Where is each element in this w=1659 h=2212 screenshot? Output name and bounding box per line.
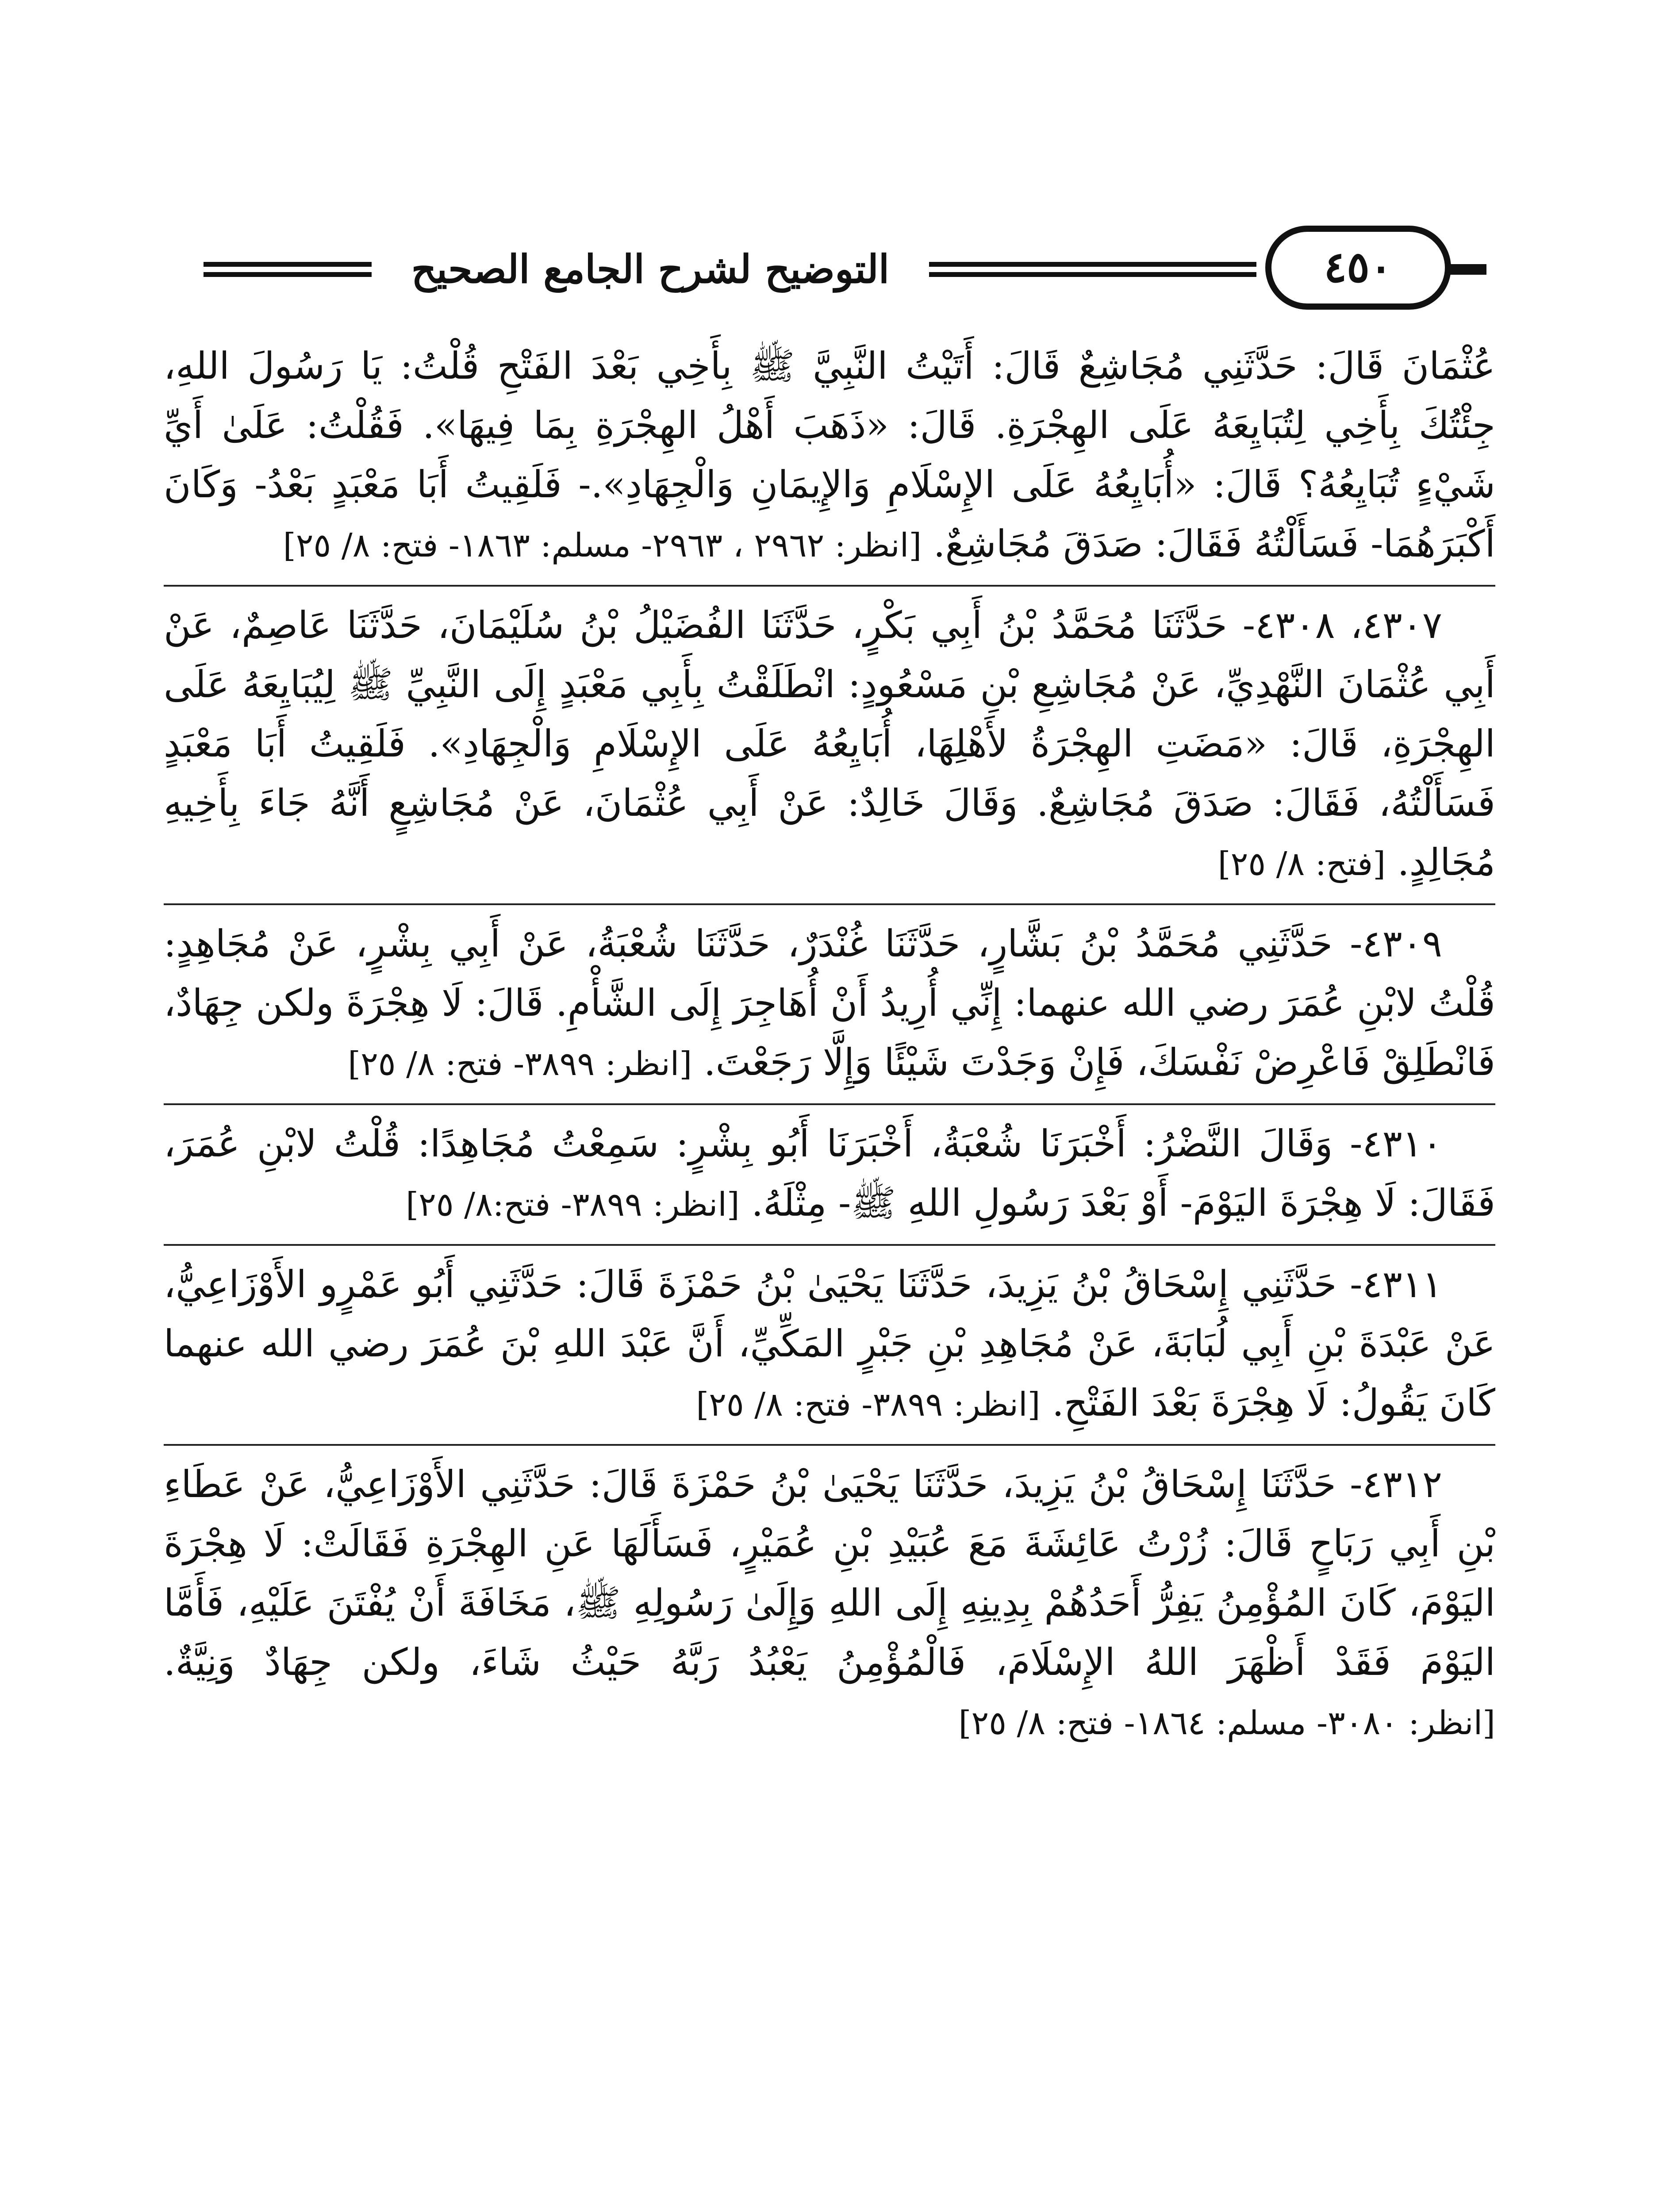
header-rule-left (204, 262, 372, 280)
hadith-text: ٤٣٠٧، ٤٣٠٨- حَدَّثَنَا مُحَمَّدُ بْنُ أَبِي بَكْرٍ، حَدَّثَنَا الفُضَيْلُ بْنُ سُلَيْمَانَ، حَدَّثَنَا عَاصِمٌ، عَنْ أَبِي عُثْمَانَ النَّهْدِيِّ، عَنْ مُجَاشِعِ بْنِ مَسْعُودٍ: انْطَلَقْتُ بِأَبِي مَعْبَدٍ إِلَى النَّبِيِّ ﷺ لِيُبَايِعَهُ عَلَى الهِجْرَةِ، قَالَ: «مَضَتِ الهِجْرَةُ لأَهْلِهَا، أُبَايِعُهُ عَلَى الإِسْلَامِ وَالْجِهَادِ». فَلَقِيتُ أَبَا مَعْبَدٍ فَسَأَلْتُهُ، فَقَالَ: صَدَقَ مُجَاشِعٌ. وَقَالَ خَالِدٌ: عَنْ أَبِي عُثْمَانَ، عَنْ مُجَاشِعٍ أَنَّهُ جَاءَ بِأَخِيهِ مُجَالِدٍ. (164, 603, 1495, 884)
hadith-block (164, 1103, 1495, 1234)
book-title: التوضيح لشرح الجامع الصحيح (411, 246, 890, 292)
hadith-block (164, 585, 1495, 894)
hadith-text: ٤٣٠٩- حَدَّثَنِي مُحَمَّدُ بْنُ بَشَّارٍ، حَدَّثَنَا غُنْدَرٌ، حَدَّثَنَا شُعْبَةُ، عَنْ أَبِي بِشْرٍ، عَنْ مُجَاهِدٍ: قُلْتُ لابْنِ عُمَرَ رضي الله عنهما: إِنِّي أُرِيدُ أَنْ أُهَاجِرَ إِلَى الشَّأْمِ. قَالَ: لَا هِجْرَةَ ولكن جِهَادٌ، فَانْطَلِقْ فَاعْرِضْ نَفْسَكَ، فَإِنْ وَجَدْتَ شَيْئًا وَإِلَّا رَجَعْتَ. (164, 922, 1495, 1084)
hadith-text: عُثْمَانَ قَالَ: حَدَّثَنِي مُجَاشِعٌ قَالَ: أَتَيْتُ النَّبِيَّ ﷺ بِأَخِي بَعْدَ الفَتْحِ قُلْتُ: يَا رَسُولَ اللهِ، جِئْتُكَ بِأَخِي لِتُبَايِعَهُ عَلَى الهِجْرَةِ. قَالَ: «ذَهَبَ أَهْلُ الهِجْرَةِ بِمَا فِيهَا». فَقُلْتُ: عَلَىٰ أَيِّ شَيْءٍ تُبَايِعُهُ؟ قَالَ: «أُبَايِعُهُ عَلَى الإِسْلَامِ وَالإِيمَانِ وَالْجِهَادِ».- فَلَقِيتُ أَبَا مَعْبَدٍ بَعْدُ- وَكَانَ أَكْبَرَهُمَا- فَسَأَلْتُهُ فَقَالَ: صَدَقَ مُجَاشِعٌ. (164, 344, 1495, 565)
hadith-reference: [انظر: ٣٨٩٩- فتح:٨/ ٢٥] (406, 1186, 740, 1224)
hadith-paragraph (164, 914, 1495, 1094)
header-rule-right (929, 262, 1256, 280)
hadith-paragraph (164, 1114, 1495, 1234)
hadith-reference: [انظر: ٣٠٨٠- مسلم: ١٨٦٤- فتح: ٨/ ٢٥] (958, 1704, 1495, 1742)
hadith-text: ٤٣١٠- وَقَالَ النَّضْرُ: أَخْبَرَنَا شُعْبَةُ، أَخْبَرَنَا أَبُو بِشْرٍ: سَمِعْتُ مُجَاهِدًا: قُلْتُ لابْنِ عُمَرَ، فَقَالَ: لَا هِجْرَةَ اليَوْمَ- أَوْ بَعْدَ رَسُولِ اللهِ ﷺ- مِثْلَهُ. (164, 1122, 1495, 1225)
hadith-block (164, 1444, 1495, 1753)
page-body (164, 336, 1495, 1753)
hadith-reference: [انظر: ٣٨٩٩- فتح: ٨/ ٢٥] (348, 1045, 692, 1083)
hadith-block (164, 336, 1495, 575)
hadith-paragraph (164, 595, 1495, 894)
hadith-paragraph (164, 336, 1495, 575)
hadith-paragraph (164, 1455, 1495, 1753)
page-number-ornament (1447, 264, 1486, 275)
page-number: ٤٥٠ (1265, 226, 1451, 310)
hadith-block (164, 903, 1495, 1094)
hadith-reference: [فتح: ٨/ ٢٥] (1217, 845, 1386, 883)
hadith-text: ٤٣١٢- حَدَّثَنَا إِسْحَاقُ بْنُ يَزِيدَ، حَدَّثَنَا يَحْيَىٰ بْنُ حَمْزَةَ قَالَ: حَدَّثَنِي الأَوْزَاعِيُّ، عَنْ عَطَاءِ بْنِ أَبِي رَبَاحٍ قَالَ: زُرْتُ عَائِشَةَ مَعَ عُبَيْدِ بْنِ عُمَيْرٍ، فَسَأَلَهَا عَنِ الهِجْرَةِ فَقَالَتْ: لَا هِجْرَةَ اليَوْمَ، كَانَ المُؤْمِنُ يَفِرُّ أَحَدُهُمْ بِدِينِهِ إِلَى اللهِ وَإِلَىٰ رَسُولِهِ ﷺ، مَخَافَةَ أَنْ يُفْتَنَ عَلَيْهِ، فَأَمَّا اليَوْمَ فَقَدْ أَظْهَرَ اللهُ الإِسْلَامَ، فَالْمُؤْمِنُ يَعْبُدُ رَبَّهُ حَيْثُ شَاءَ، ولكن جِهَادٌ وَنِيَّةٌ. (164, 1463, 1495, 1684)
hadith-paragraph (164, 1255, 1495, 1434)
hadith-reference: [انظر: ٢٩٦٢ ، ٢٩٦٣- مسلم: ١٨٦٣- فتح: ٨/ ٢٥] (283, 526, 922, 565)
hadith-block (164, 1244, 1495, 1434)
hadith-reference: [انظر: ٣٨٩٩- فتح: ٨/ ٢٥] (696, 1386, 1041, 1424)
running-header (168, 221, 1486, 319)
hadith-text: ٤٣١١- حَدَّثَنِي إِسْحَاقُ بْنُ يَزِيدَ، حَدَّثَنَا يَحْيَىٰ بْنُ حَمْزَةَ قَالَ: حَدَّثَنِي أَبُو عَمْرٍو الأَوْزَاعِيُّ، عَنْ عَبْدَةَ بْنِ أَبِي لُبَابَةَ، عَنْ مُجَاهِدِ بْنِ جَبْرٍ المَكِّيِّ، أَنَّ عَبْدَ اللهِ بْنَ عُمَرَ رضي الله عنهما كَانَ يَقُولُ: لَا هِجْرَةَ بَعْدَ الفَتْحِ. (164, 1263, 1495, 1425)
